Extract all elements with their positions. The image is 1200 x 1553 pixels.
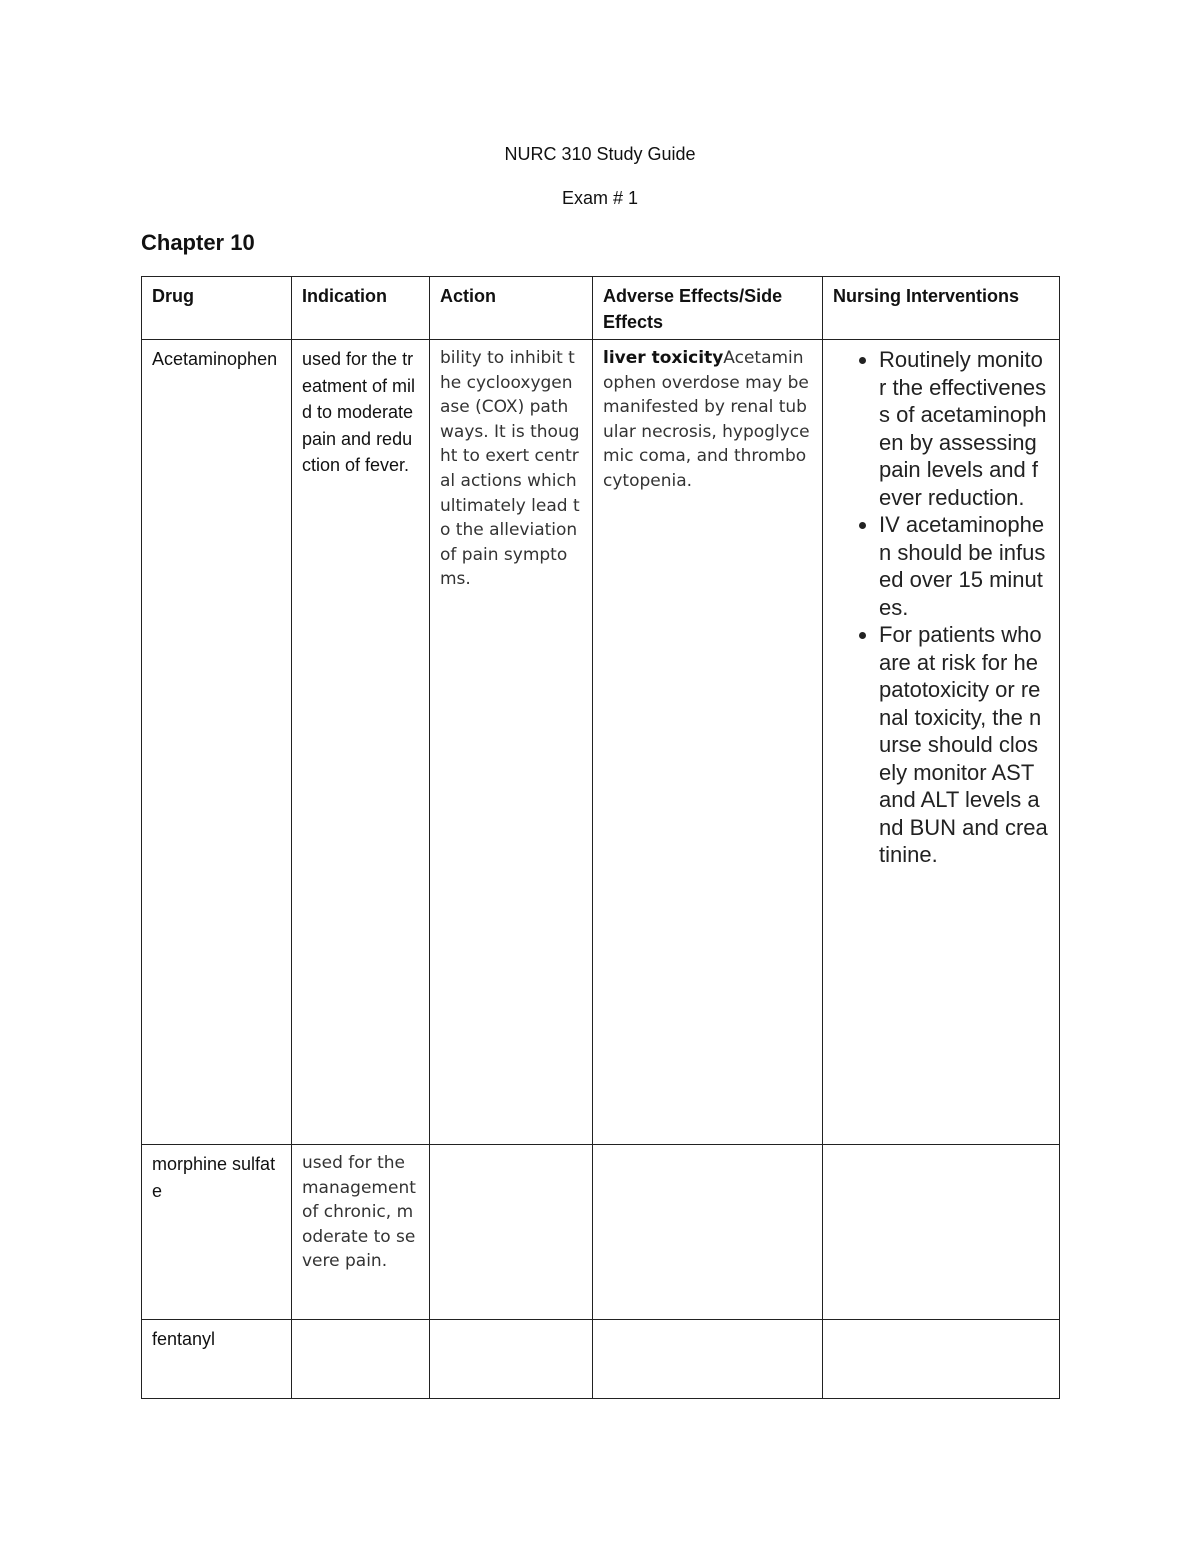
cell-indication (292, 340, 430, 1145)
header-nursing-interventions: Nursing Interventions (823, 277, 1060, 340)
table-header-row (142, 277, 1060, 340)
cell-nursing-interventions (823, 340, 1060, 1145)
cell-drug (142, 1320, 292, 1399)
list-item: • IV acetaminophen should be infused over 15 minutes. (879, 511, 1049, 621)
header-action: Action (430, 277, 593, 340)
action-text: bility to inhibit the cyclooxygenase (COX) pathways. It is thought to exert central actions which ultimately lead to the alleviation of pain symptoms. (440, 348, 580, 590)
page-subtitle: Exam # 1 (561, 188, 639, 208)
cell-adverse-effects (593, 340, 823, 1145)
cell-indication (292, 1145, 430, 1320)
table-row (142, 1145, 1060, 1320)
cell-action (430, 1320, 593, 1399)
page-title: NURC 310 Study Guide (504, 144, 696, 164)
cell-adverse-effects (593, 1320, 823, 1399)
cell-nursing-interventions (823, 1145, 1060, 1320)
adverse-effects-rest: Acetaminophen overdose may be manifested by renal tubular necrosis, hypoglycemic coma, and thrombocytopenia. (603, 348, 810, 491)
chapter-heading: Chapter 10 (141, 230, 255, 255)
table-row (142, 340, 1060, 1145)
header-drug: Drug (142, 277, 292, 340)
cell-action (430, 340, 593, 1145)
indication-text: used for the management of chronic, moderate to severe pain. (302, 1153, 416, 1272)
drug-name: fentanyl (152, 1329, 216, 1349)
header-adverse-effects: Adverse Effects/Side Effects (593, 277, 823, 340)
adverse-effects-bold: liver toxicity (603, 348, 724, 368)
table-row (142, 1320, 1060, 1399)
cell-drug (142, 340, 292, 1145)
list-item: • For patients who are at risk for hepatotoxicity or renal toxicity, the nurse should closely monitor AST and ALT levels and BUN and creatinine. (879, 621, 1049, 869)
cell-drug (142, 1145, 292, 1320)
list-item: • Routinely monitor the effectiveness of acetaminophen by assessing pain levels and fever reduction. (879, 346, 1049, 511)
indication-text: used for the treatment of mild to moderate pain and reduction of fever. (302, 349, 416, 475)
drug-name: Acetaminophen (152, 349, 278, 369)
interventions-list (823, 346, 1049, 869)
header-indication: Indication (292, 277, 430, 340)
cell-nursing-interventions (823, 1320, 1060, 1399)
cell-indication (292, 1320, 430, 1399)
cell-action (430, 1145, 593, 1320)
drug-name: morphine sulfate (152, 1154, 276, 1201)
cell-adverse-effects (593, 1145, 823, 1320)
drug-table (141, 276, 1060, 1399)
adverse-effects-text (603, 346, 812, 494)
